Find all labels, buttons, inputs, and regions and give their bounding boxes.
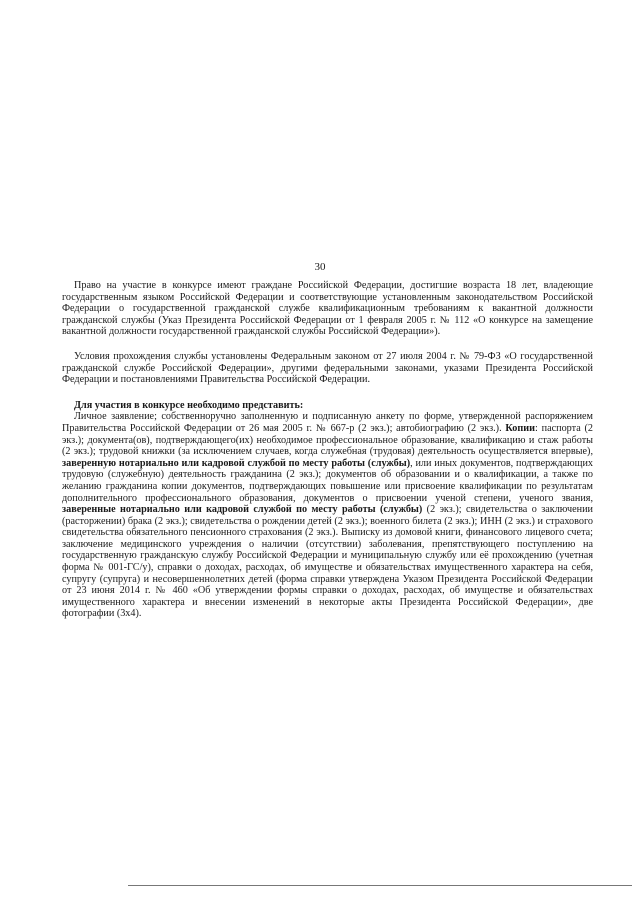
eligibility-paragraph: Право на участие в конкурсе имеют граждане Российской Федерации, достигшие возраста 18 лет, владеющие государственным языком Российской Федерации и соответствующие установленным законодательством Российской Федерации о государственной гражданской службе квалификационным требованиям к вакантной должности гражданской службы (Указ Президента Российской Федерации от 1 февраля 2005 г. № 112 «О конкурсе на замещение вакантной должности государственной гражданской службы Российской Федерации»). (62, 280, 593, 338)
certified-note-2: заверенные нотариально или кадровой службой по месту работы (службы) (62, 504, 423, 516)
requirements-heading: Для участия в конкурсе необходимо представить: (74, 399, 304, 411)
requirements-text-1: Личное заявление; собственноручно заполненную и подписанную анкету по форме, утвержденной распоряжением Правительства Российской Федерации от 26 мая 2005 г. № 667-р (2 экз.); автобиографию (2 экз.). (62, 411, 593, 434)
document-body (62, 280, 593, 620)
requirements-text-3: , или иных документов, подтверждающих трудовую (служебную) деятельность гражданина (2 экз.); документов об образовании и о квалификации, а также по желанию гражданина копии документов, подтверждающих повышение или присвоение квалификации по результатам дополнительного профессионального образования, документов о присвоении ученой степени, ученого звания, (62, 457, 593, 504)
certified-note-1: заверенную нотариально или кадровой службой по месту работы (службы) (62, 457, 411, 469)
bottom-divider (128, 885, 632, 886)
service-conditions-paragraph: Условия прохождения службы установлены Федеральным законом от 27 июля 2004 г. № 79-ФЗ «О государственной гражданской службе Российской Федерации», другими федеральными законами, указами Президента Российской Федерации и постановлениями Правительства Российской Федерации. (62, 350, 593, 386)
page-number: 30 (314, 261, 326, 273)
requirements-text-2: : паспорта (2 экз.); документа(ов), подтверждающего(их) необходимое профессиональное образование, квалификацию и стаж работы (2 экз.); трудовой книжки (за исключением случаев, когда служебная (трудовая) деятельность осуществляется впервые), (62, 422, 593, 458)
requirements-paragraph (62, 411, 593, 620)
copies-label: Копии (505, 422, 535, 434)
requirements-text-4: (2 экз.); свидетельства о заключении (расторжении) брака (2 экз.); свидетельства о рождении детей (2 экз.); военного билета (2 экз.); ИНН (2 экз.) и страхового свидетельства обязательного пенсионного страхования (2 экз.). Выписку из домовой книги, финансового лицевого счета; заключение медицинского учреждения о наличии (отсутствии) заболевания, препятствующего поступлению на государственную гражданскую службу Российской Федерации и муниципальную службу или её прохождению (учетная форма № 001-ГС/у), справки о доходах, расходах, об имуществе и обязательствах имущественного характера на себя, супругу (супруга) и несовершеннолетних детей (форма справки утверждена Указом Президента Российской Федерации от 23 июня 2014 г. № 460 «Об утверждении формы справки о доходах, расходах, об имуществе и обязательствах имущественного характера и внесении изменений в некоторые акты Президента Российской Федерации», две фотографии (3х4). (62, 504, 593, 620)
